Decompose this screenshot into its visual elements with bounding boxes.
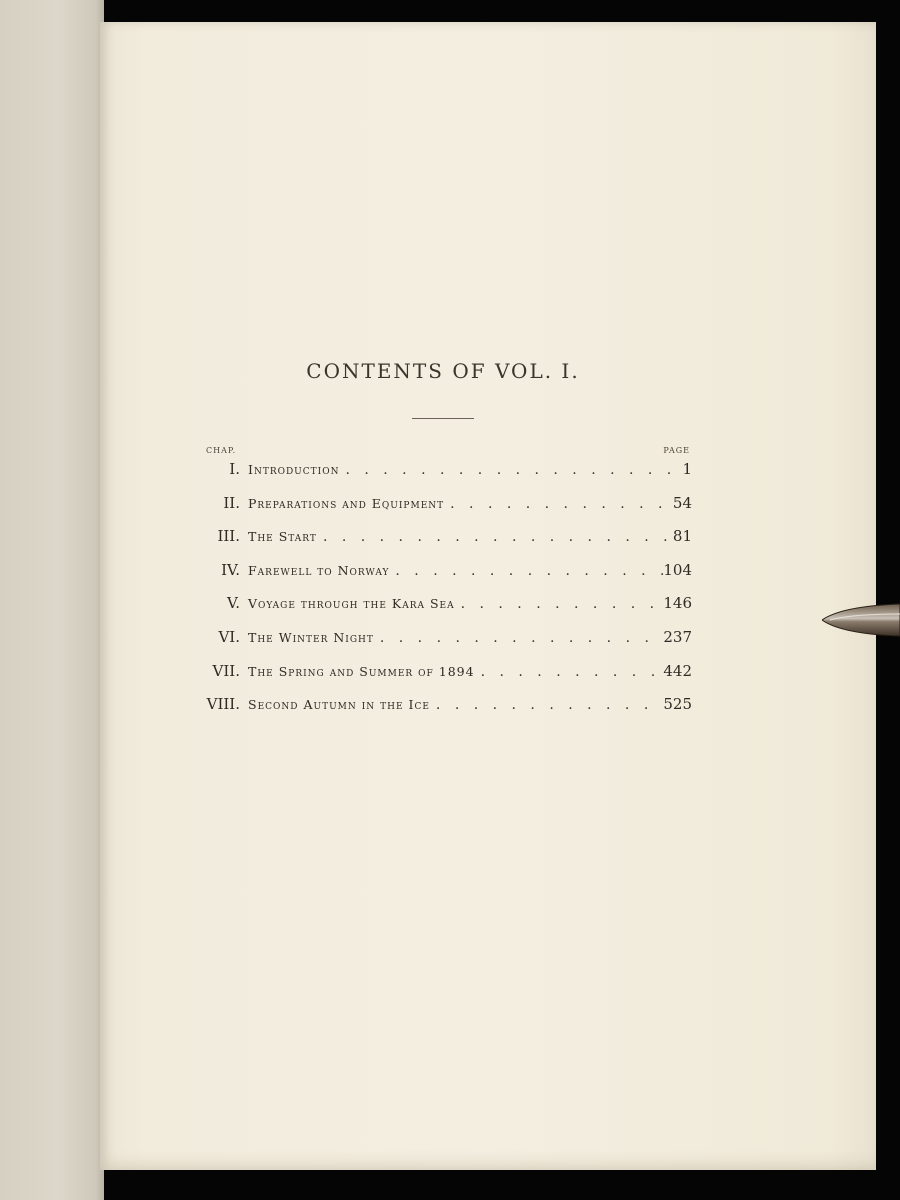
toc-entry bbox=[196, 554, 692, 588]
chapter-number: III. bbox=[217, 527, 240, 546]
leader-dots bbox=[389, 555, 663, 589]
chapter-number: I. bbox=[229, 460, 240, 478]
page-title: CONTENTS OF VOL. I. bbox=[306, 359, 580, 383]
page-column-header: PAGE bbox=[663, 446, 690, 455]
page-number: 525 bbox=[663, 695, 692, 714]
chapter-title: Voyage through the Kara Sea bbox=[248, 596, 455, 612]
left-page bbox=[0, 0, 104, 1200]
page-number: 146 bbox=[663, 594, 692, 613]
table-of-contents bbox=[196, 453, 692, 722]
toc-entry bbox=[196, 587, 692, 621]
chapter-number: VI. bbox=[218, 627, 240, 646]
toc-entry bbox=[196, 621, 692, 655]
chapter-title: The Winter Night bbox=[248, 629, 374, 645]
chapter-title: Farewell to Norway bbox=[248, 562, 390, 578]
page-number: 54 bbox=[672, 493, 692, 512]
chapter-number: V. bbox=[227, 594, 240, 613]
chapter-title: Introduction bbox=[248, 462, 340, 477]
chapter-number: VII. bbox=[212, 661, 240, 680]
chapter-number: II. bbox=[223, 493, 240, 512]
toc-entry bbox=[196, 655, 692, 689]
chapter-title: Preparations and Equipment bbox=[248, 495, 445, 511]
chapter-title: Second Autumn in the Ice bbox=[248, 697, 430, 713]
page-number: 442 bbox=[663, 661, 692, 680]
leader-dots bbox=[430, 689, 663, 723]
chapter-column-header: CHAP. bbox=[206, 446, 237, 455]
chapter-number: IV. bbox=[221, 560, 240, 579]
chapter-title: The Start bbox=[248, 529, 317, 545]
chapter-number: VIII. bbox=[206, 695, 240, 714]
leader-dots bbox=[455, 588, 664, 622]
page-number: 104 bbox=[663, 560, 692, 579]
leader-dots bbox=[374, 622, 663, 656]
chapter-title: The Spring and Summer of 1894 bbox=[248, 663, 475, 679]
leader-dots bbox=[317, 521, 672, 555]
toc-entry bbox=[196, 520, 692, 554]
toc-entry bbox=[196, 487, 692, 521]
page-number: 81 bbox=[672, 527, 692, 546]
title-divider bbox=[412, 418, 474, 419]
bookmark-clip-icon bbox=[822, 600, 900, 640]
leader-dots bbox=[444, 488, 672, 522]
toc-entry bbox=[196, 688, 692, 722]
toc-entry bbox=[196, 453, 692, 487]
leader-dots bbox=[339, 454, 672, 488]
leader-dots bbox=[475, 656, 664, 690]
page-number: 1 bbox=[682, 460, 692, 478]
page-number: 237 bbox=[663, 627, 692, 646]
page-bottom-edge bbox=[100, 1150, 876, 1170]
